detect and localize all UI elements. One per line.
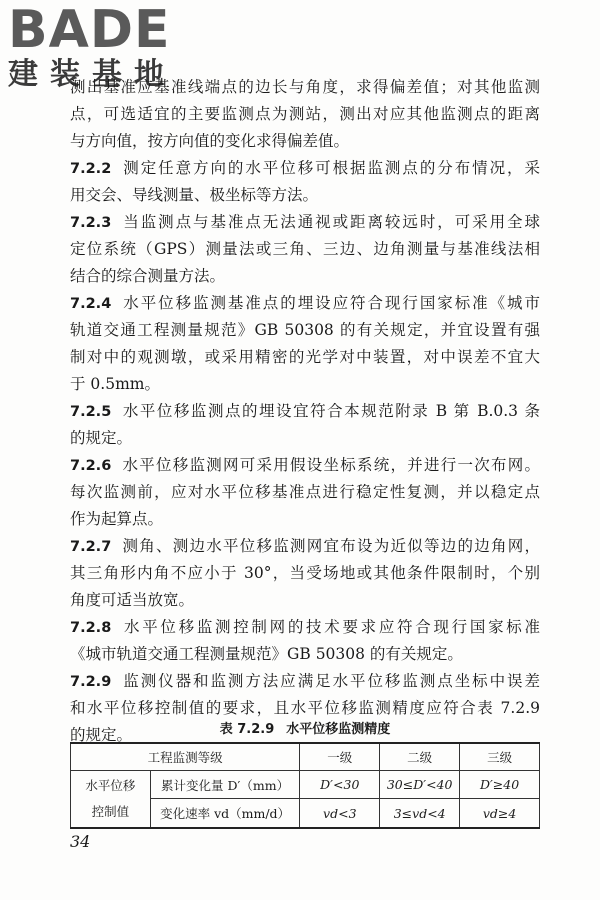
cell: D′≥40: [460, 771, 540, 799]
cell: 30≤D′<40: [380, 771, 460, 799]
clause-7-2-3: [70, 209, 540, 290]
text-line: 轨道交通工程测量规范》GB 50308 的有关规定，并宜设置有强: [70, 321, 540, 339]
table-row: [71, 771, 540, 799]
text-line: 制对中的观测墩，或采用精密的光学对中装置，对中误差不宜大: [70, 348, 540, 366]
header-level-3: 三级: [460, 743, 540, 771]
text-line: 《城市轨道交通工程测量规范》GB 50308 的有关规定。: [70, 645, 463, 663]
text-line: 于 0.5mm。: [70, 375, 160, 393]
paragraph-continuation: [70, 74, 540, 155]
body-text: [70, 74, 540, 749]
clause-7-2-7: [70, 533, 540, 614]
text-line: 点，可选适宜的主要监测点为测站，测出对应其他监测点的距离: [70, 105, 540, 123]
clause-7-2-6: [70, 452, 540, 533]
text-line: 结合的综合测量方法。: [70, 267, 226, 285]
table-caption: [70, 718, 540, 737]
header-level-1: 一级: [300, 743, 380, 771]
text-line: 7.2.7 测角、测边水平位移监测网宜布设为近似等边的边角网，: [70, 537, 540, 555]
text-line: 7.2.5 水平位移监测点的埋设宜符合本规范附录 B 第 B.0.3 条: [70, 402, 540, 420]
clause-number: 7.2.3: [70, 215, 112, 231]
clause-number: 7.2.8: [70, 620, 112, 636]
text-line: 用交会、导线测量、极坐标等方法。: [70, 186, 319, 204]
text-line: 7.2.8 水平位移监测控制网的技术要求应符合现行国家标准: [70, 618, 540, 636]
clause-7-2-2: [70, 155, 540, 209]
clause-7-2-8: [70, 614, 540, 668]
table-number: 表 7.2.9: [219, 722, 275, 737]
clause-number: 7.2.9: [70, 674, 112, 690]
cell: 3≤vd<4: [380, 799, 460, 828]
text-line: 的规定。: [70, 726, 133, 744]
header-level-2: 二级: [380, 743, 460, 771]
table-header-row: [71, 743, 540, 771]
text-line: 测出基准应基准线端点的边长与角度，求得偏差值；对其他监测: [70, 78, 540, 96]
logo-wordmark: BADE: [8, 0, 171, 60]
text-line: 定位系统（GPS）测量法或三角、三边、边角测量与基准线法相: [70, 240, 540, 258]
page-number: 34: [70, 832, 91, 851]
group-label: 水平位移控制值: [71, 771, 151, 829]
clause-number: 7.2.4: [70, 296, 112, 312]
clause-number: 7.2.5: [70, 404, 112, 420]
clause-number: 7.2.7: [70, 539, 112, 555]
row-label: 变化速率 vd（mm/d）: [150, 799, 300, 828]
clause-number: 7.2.2: [70, 161, 112, 177]
text-line: 7.2.4 水平位移监测基准点的埋设应符合现行国家标准《城市: [70, 294, 540, 312]
header-grade: 工程监测等级: [71, 743, 300, 771]
logo-subtitle: 建装基地: [8, 57, 176, 92]
text-line: 7.2.2 测定任意方向的水平位移可根据监测点的分布情况，采: [70, 159, 540, 177]
text-line: 每次监测前，应对水平位移基准点进行稳定性复测，并以稳定点: [70, 483, 540, 501]
clause-7-2-4: [70, 290, 540, 398]
cell: D′<30: [300, 771, 380, 799]
precision-table: [70, 742, 540, 829]
text-line: 其三角形内角不应小于 30°，当受场地或其他条件限制时，个别: [70, 564, 540, 582]
clause-number: 7.2.6: [70, 458, 112, 474]
clause-7-2-5: [70, 398, 540, 452]
text-line: 7.2.6 水平位移监测网可采用假设坐标系统，并进行一次布网。: [70, 456, 540, 474]
text-line: 角度可适当放宽。: [70, 591, 195, 609]
text-line: 和水平位移控制值的要求，且水平位移监测精度应符合表 7.2.9: [70, 699, 540, 717]
text-line: 的规定。: [70, 429, 133, 447]
text-line: 与方向值，按方向值的变化求得偏差值。: [70, 132, 350, 150]
cell: vd<3: [300, 799, 380, 828]
text-line: 作为起算点。: [70, 510, 164, 528]
cell: vd≥4: [460, 799, 540, 828]
table-title: 水平位移监测精度: [286, 722, 391, 737]
text-line: 7.2.9 监测仪器和监测方法应满足水平位移监测点坐标中误差: [70, 672, 540, 690]
row-label: 累计变化量 D′（mm）: [150, 771, 300, 799]
text-line: 7.2.3 当监测点与基准点无法通视或距离较远时，可采用全球: [70, 213, 540, 231]
